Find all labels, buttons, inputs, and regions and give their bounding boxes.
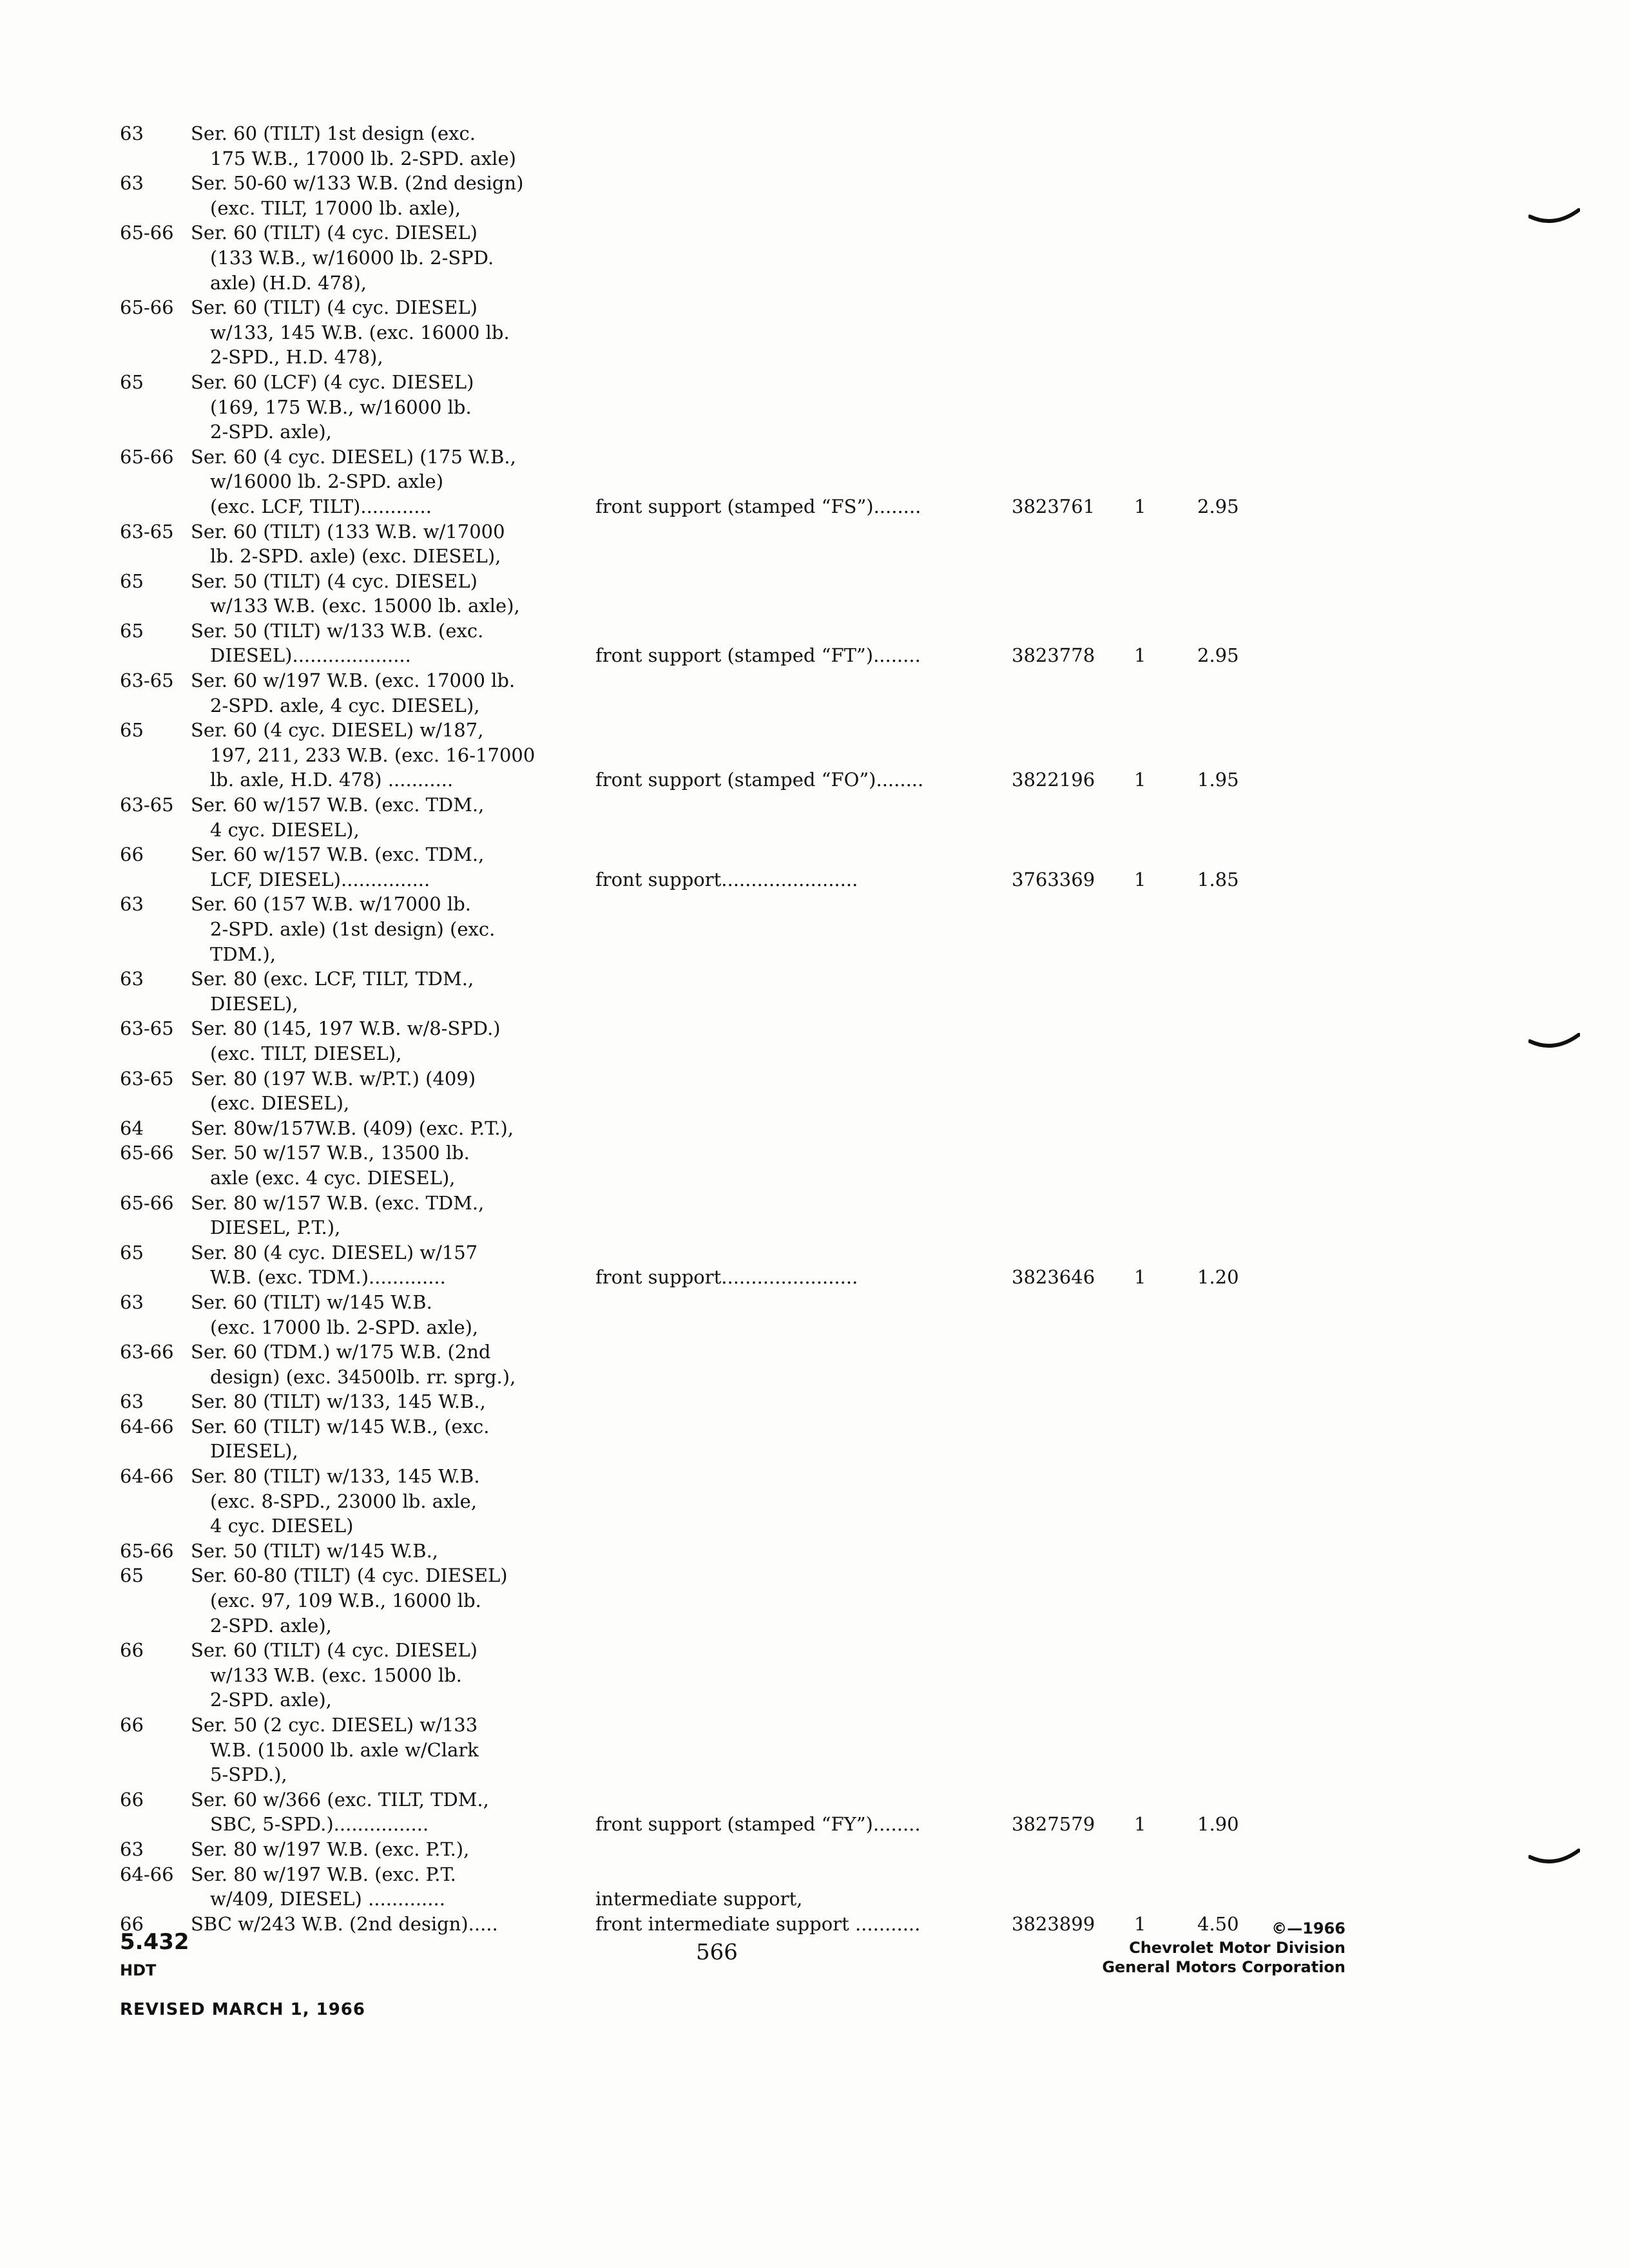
entry-line — [120, 1464, 1293, 1489]
model-year: 66 — [120, 843, 144, 866]
part-name: front support (stamped “FY”)........ — [595, 1813, 921, 1836]
application-description: (exc. TILT, DIESEL), — [210, 1042, 402, 1064]
part-name: front support....................... — [595, 868, 858, 890]
application-description: Ser. 60 (4 cyc. DIESEL) (175 W.B., — [191, 445, 516, 468]
list-price: 1.95 — [1197, 769, 1239, 791]
entry-line — [120, 593, 1293, 619]
model-year: 63-65 — [120, 794, 174, 816]
parts-entry — [120, 445, 1293, 519]
parts-entry — [120, 519, 1293, 569]
application-description: Ser. 60 (LCF) (4 cyc. DIESEL) — [191, 370, 474, 393]
application-description: Ser. 80 (4 cyc. DIESEL) w/157 — [191, 1241, 478, 1264]
model-year: 65 — [120, 370, 144, 393]
model-year: 65 — [120, 570, 144, 592]
application-description: DIESEL), — [210, 992, 298, 1015]
model-year: 65 — [120, 1564, 144, 1587]
application-description: Ser. 50 (TILT) w/133 W.B. (exc. — [191, 619, 484, 642]
entry-line — [120, 1563, 1293, 1588]
entry-line — [120, 1066, 1293, 1091]
application-description: Ser. 80 (exc. LCF, TILT, TDM., — [191, 968, 474, 990]
parts-entry — [120, 619, 1293, 668]
application-description: Ser. 60-80 (TILT) (4 cyc. DIESEL) — [191, 1564, 508, 1587]
entry-line — [120, 818, 1293, 843]
list-price: 2.95 — [1197, 644, 1239, 667]
application-description: (exc. DIESEL), — [210, 1092, 350, 1115]
model-year: 65 — [120, 1241, 144, 1264]
entry-line — [120, 370, 1293, 395]
entry-line — [120, 1713, 1293, 1738]
application-description: DIESEL), — [210, 1440, 298, 1463]
entry-line — [120, 942, 1293, 967]
model-year: 63 — [120, 1291, 144, 1313]
parts-entry — [120, 121, 1293, 171]
application-description: SBC w/243 W.B. (2nd design)..... — [191, 1912, 498, 1935]
entry-line — [120, 1738, 1293, 1763]
part-number: 3763369 — [1012, 868, 1095, 890]
application-description: w/16000 lb. 2-SPD. axle) — [210, 470, 444, 493]
entry-line — [120, 966, 1293, 992]
application-description: Ser. 80 (TILT) w/133, 145 W.B. — [191, 1465, 480, 1488]
entry-line — [120, 643, 1293, 668]
parts-entry — [120, 966, 1293, 1016]
binder-hole-mark — [1528, 1845, 1580, 1871]
entry-line — [120, 992, 1293, 1017]
application-description: lb. 2-SPD. axle) (exc. DIESEL), — [210, 545, 501, 568]
parts-entry — [120, 1862, 1293, 1912]
application-description: 197, 211, 233 W.B. (exc. 16-17000 — [210, 744, 535, 766]
application-description: Ser. 80 (145, 197 W.B. w/8-SPD.) — [191, 1017, 501, 1040]
application-description: Ser. 50 (TILT) w/145 W.B., — [191, 1539, 439, 1562]
parts-entry — [120, 1116, 1293, 1141]
entry-line — [120, 146, 1293, 171]
application-description: Ser. 60 (TILT) 1st design (exc. — [191, 122, 476, 144]
entry-line — [120, 1539, 1293, 1564]
parts-entry — [120, 220, 1293, 295]
parts-entry — [120, 892, 1293, 966]
entry-line — [120, 1489, 1293, 1514]
entry-line — [120, 867, 1293, 892]
model-year: 65 — [120, 619, 144, 642]
part-name: front support (stamped “FS”)........ — [595, 495, 921, 517]
application-description: 2-SPD. axle), — [210, 421, 332, 443]
entry-line — [120, 1041, 1293, 1066]
section-number: 5.432 — [120, 1929, 189, 1955]
application-description: Ser. 80 w/157 W.B. (exc. TDM., — [191, 1191, 485, 1214]
part-number: 3823646 — [1012, 1266, 1095, 1289]
model-year: 63-66 — [120, 1341, 174, 1363]
parts-entry — [120, 1713, 1293, 1787]
entry-line — [120, 1091, 1293, 1116]
entry-line — [120, 445, 1293, 470]
model-year: 65-66 — [120, 1539, 174, 1562]
quantity: 1 — [1134, 1912, 1146, 1935]
application-description: Ser. 60 (TILT) w/145 W.B. — [191, 1291, 432, 1313]
application-description: Ser. 60 (157 W.B. w/17000 lb. — [191, 893, 471, 916]
application-description: Ser. 60 (4 cyc. DIESEL) w/187, — [191, 719, 484, 742]
parts-entry — [120, 1638, 1293, 1713]
part-number: 3823778 — [1012, 644, 1095, 667]
copyright-year: ©—1966 — [1271, 1919, 1345, 1937]
entry-line — [120, 320, 1293, 345]
application-description: W.B. (15000 lb. axle w/Clark — [210, 1738, 479, 1761]
parts-list — [120, 121, 1293, 1936]
model-year: 66 — [120, 1788, 144, 1811]
application-description: DIESEL, P.T.), — [210, 1216, 341, 1239]
entry-line — [120, 1191, 1293, 1216]
corporation-name: General Motors Corporation — [1102, 1958, 1345, 1976]
parts-entry — [120, 1066, 1293, 1116]
parts-entry — [120, 1191, 1293, 1240]
application-description: Ser. 80w/157W.B. (409) (exc. P.T.), — [191, 1117, 514, 1139]
part-name: intermediate support, — [595, 1888, 803, 1910]
group-label: HDT — [120, 1961, 157, 1979]
parts-entry — [120, 1140, 1293, 1190]
parts-entry — [120, 569, 1293, 619]
entry-line — [120, 395, 1293, 420]
entry-line — [120, 1588, 1293, 1613]
application-description: Ser. 80 w/197 W.B. (exc. P.T.), — [191, 1838, 470, 1860]
model-year: 65-66 — [120, 445, 174, 468]
application-description: Ser. 60 w/157 W.B. (exc. TDM., — [191, 843, 485, 866]
parts-entry — [120, 1016, 1293, 1066]
entry-line — [120, 917, 1293, 942]
application-description: w/133, 145 W.B. (exc. 16000 lb. — [210, 321, 510, 343]
application-description: (exc. 97, 109 W.B., 16000 lb. — [210, 1590, 481, 1612]
parts-entry — [120, 1290, 1293, 1340]
application-description: (exc. TILT, 17000 lb. axle), — [210, 197, 461, 219]
parts-entry — [120, 171, 1293, 220]
application-description: (exc. LCF, TILT)............ — [210, 495, 432, 517]
entry-line — [120, 245, 1293, 271]
quantity: 1 — [1134, 769, 1146, 791]
application-description: Ser. 80 w/197 W.B. (exc. P.T. — [191, 1863, 456, 1885]
entry-line — [120, 668, 1293, 693]
revision-date: REVISED MARCH 1, 1966 — [120, 2000, 365, 2019]
part-number: 3823899 — [1012, 1912, 1095, 1935]
model-year: 65 — [120, 719, 144, 742]
parts-entry — [120, 1340, 1293, 1389]
entry-line — [120, 743, 1293, 768]
entry-line — [120, 1762, 1293, 1787]
entry-line — [120, 345, 1293, 370]
parts-entry — [120, 793, 1293, 842]
list-price: 4.50 — [1197, 1912, 1239, 1935]
entry-line — [120, 1613, 1293, 1639]
entry-line — [120, 1439, 1293, 1464]
binder-hole-mark — [1528, 205, 1580, 231]
entry-line — [120, 1663, 1293, 1688]
application-description: (133 W.B., w/16000 lb. 2-SPD. — [210, 246, 494, 269]
parts-entry — [120, 1240, 1293, 1290]
entry-line — [120, 171, 1293, 196]
entry-line — [120, 1315, 1293, 1340]
entry-line — [120, 1265, 1293, 1290]
model-year: 63-65 — [120, 520, 174, 543]
application-description: 2-SPD. axle), — [210, 1614, 332, 1637]
quantity: 1 — [1134, 644, 1146, 667]
part-number: 3822196 — [1012, 769, 1095, 791]
application-description: lb. axle, H.D. 478) ........... — [210, 769, 454, 791]
entry-line — [120, 1787, 1293, 1812]
model-year: 64 — [120, 1117, 144, 1139]
list-price: 1.85 — [1197, 868, 1239, 890]
entry-line — [120, 519, 1293, 544]
part-name: front intermediate support ........... — [595, 1912, 921, 1935]
parts-entry — [120, 842, 1293, 892]
application-description: Ser. 60 (TILT) w/145 W.B., (exc. — [191, 1415, 490, 1437]
application-description: Ser. 50 w/157 W.B., 13500 lb. — [191, 1142, 470, 1164]
entry-line — [120, 1166, 1293, 1191]
copyright-block — [1102, 1919, 1345, 1977]
part-name: front support (stamped “FT”)........ — [595, 644, 921, 667]
entry-line — [120, 1812, 1293, 1837]
entry-line — [120, 718, 1293, 743]
quantity: 1 — [1134, 1813, 1146, 1836]
page-number: 566 — [696, 1939, 738, 1965]
model-year: 65-66 — [120, 1142, 174, 1164]
application-description: (169, 175 W.B., w/16000 lb. — [210, 396, 472, 418]
entry-line — [120, 1290, 1293, 1315]
parts-entry — [120, 1837, 1293, 1862]
model-year: 66 — [120, 1714, 144, 1736]
application-description: 5-SPD.), — [210, 1763, 287, 1786]
entry-line — [120, 544, 1293, 569]
part-name: front support....................... — [595, 1266, 858, 1289]
application-description: TDM.), — [210, 943, 276, 965]
list-price: 1.90 — [1197, 1813, 1239, 1836]
entry-line — [120, 469, 1293, 494]
parts-entry — [120, 1389, 1293, 1414]
application-description: w/133 W.B. (exc. 15000 lb. — [210, 1664, 462, 1686]
entry-line — [120, 1016, 1293, 1041]
model-year: 63 — [120, 172, 144, 195]
part-number: 3827579 — [1012, 1813, 1095, 1836]
entry-line — [120, 1638, 1293, 1663]
quantity: 1 — [1134, 1266, 1146, 1289]
entry-line — [120, 1514, 1293, 1539]
entry-line — [120, 1365, 1293, 1390]
application-description: Ser. 60 (TDM.) w/175 W.B. (2nd — [191, 1341, 491, 1363]
model-year: 64-66 — [120, 1863, 174, 1885]
model-year: 63 — [120, 122, 144, 144]
application-description: Ser. 60 (TILT) (133 W.B. w/17000 — [191, 520, 505, 543]
model-year: 65-66 — [120, 1191, 174, 1214]
entry-line — [120, 1240, 1293, 1265]
model-year: 63-65 — [120, 1067, 174, 1090]
application-description: (exc. 8-SPD., 23000 lb. axle, — [210, 1490, 477, 1512]
binder-hole-mark — [1528, 1030, 1580, 1055]
application-description: Ser. 50 (2 cyc. DIESEL) w/133 — [191, 1714, 478, 1736]
entry-line — [120, 569, 1293, 594]
model-year: 63 — [120, 968, 144, 990]
application-description: 2-SPD., H.D. 478), — [210, 346, 383, 369]
parts-entry — [120, 370, 1293, 445]
application-description: 2-SPD. axle) (1st design) (exc. — [210, 918, 496, 940]
entry-line — [120, 1887, 1293, 1912]
entry-line — [120, 1389, 1293, 1414]
division-name: Chevrolet Motor Division — [1129, 1939, 1345, 1957]
application-description: Ser. 60 (TILT) (4 cyc. DIESEL) — [191, 296, 477, 319]
model-year: 65-66 — [120, 296, 174, 319]
entry-line — [120, 220, 1293, 245]
application-description: 175 W.B., 17000 lb. 2-SPD. axle) — [210, 147, 516, 169]
entry-line — [120, 494, 1293, 519]
model-year: 66 — [120, 1912, 144, 1935]
part-name: front support (stamped “FO”)........ — [595, 769, 924, 791]
application-description: Ser. 80 (197 W.B. w/P.T.) (409) — [191, 1067, 476, 1090]
parts-entry — [120, 1414, 1293, 1464]
model-year: 65-66 — [120, 222, 174, 244]
entry-line — [120, 196, 1293, 221]
parts-entry — [120, 1539, 1293, 1564]
model-year: 63 — [120, 1390, 144, 1413]
entry-line — [120, 619, 1293, 644]
application-description: Ser. 50 (TILT) (4 cyc. DIESEL) — [191, 570, 477, 592]
application-description: LCF, DIESEL)............... — [210, 868, 430, 890]
list-price: 2.95 — [1197, 495, 1239, 517]
entry-line — [120, 295, 1293, 320]
entry-line — [120, 1116, 1293, 1141]
entry-line — [120, 1140, 1293, 1166]
entry-line — [120, 1862, 1293, 1887]
application-description: 2-SPD. axle, 4 cyc. DIESEL), — [210, 694, 480, 716]
parts-entry — [120, 295, 1293, 370]
model-year: 64-66 — [120, 1465, 174, 1488]
application-description: Ser. 60 (TILT) (4 cyc. DIESEL) — [191, 222, 477, 244]
application-description: (exc. 17000 lb. 2-SPD. axle), — [210, 1316, 479, 1338]
application-description: Ser. 50-60 w/133 W.B. (2nd design) — [191, 172, 524, 195]
application-description: SBC, 5-SPD.)................ — [210, 1813, 429, 1836]
entry-line — [120, 892, 1293, 917]
entry-line — [120, 1414, 1293, 1439]
application-description: Ser. 60 (TILT) (4 cyc. DIESEL) — [191, 1639, 477, 1662]
model-year: 63-65 — [120, 669, 174, 692]
application-description: 2-SPD. axle), — [210, 1689, 332, 1711]
entry-line — [120, 767, 1293, 793]
part-number: 3823761 — [1012, 495, 1095, 517]
application-description: Ser. 80 (TILT) w/133, 145 W.B., — [191, 1390, 486, 1413]
entry-line — [120, 1215, 1293, 1240]
application-description: Ser. 60 w/366 (exc. TILT, TDM., — [191, 1788, 489, 1811]
model-year: 66 — [120, 1639, 144, 1662]
application-description: axle (exc. 4 cyc. DIESEL), — [210, 1166, 456, 1189]
entry-line — [120, 419, 1293, 445]
application-description: w/133 W.B. (exc. 15000 lb. axle), — [210, 595, 520, 617]
model-year: 64-66 — [120, 1415, 174, 1437]
model-year: 63 — [120, 1838, 144, 1860]
entry-line — [120, 1340, 1293, 1365]
application-description: DIESEL).................... — [210, 644, 411, 667]
entry-line — [120, 121, 1293, 146]
entry-line — [120, 693, 1293, 718]
quantity: 1 — [1134, 495, 1146, 517]
application-description: axle) (H.D. 478), — [210, 271, 367, 294]
model-year: 63 — [120, 893, 144, 916]
entry-line — [120, 271, 1293, 296]
entry-line — [120, 842, 1293, 867]
application-description: 4 cyc. DIESEL), — [210, 818, 360, 841]
application-description: 4 cyc. DIESEL) — [210, 1515, 354, 1537]
entry-line — [120, 1687, 1293, 1713]
application-description: Ser. 60 w/197 W.B. (exc. 17000 lb. — [191, 669, 516, 692]
parts-entry — [120, 1464, 1293, 1539]
application-description: W.B. (exc. TDM.)............. — [210, 1266, 446, 1289]
application-description: Ser. 60 w/157 W.B. (exc. TDM., — [191, 794, 485, 816]
model-year: 63-65 — [120, 1017, 174, 1040]
quantity: 1 — [1134, 868, 1146, 890]
parts-entry — [120, 718, 1293, 793]
application-description: design) (exc. 34500lb. rr. sprg.), — [210, 1365, 516, 1388]
parts-entry — [120, 1787, 1293, 1837]
entry-line — [120, 1837, 1293, 1862]
parts-entry — [120, 1563, 1293, 1638]
parts-entry — [120, 668, 1293, 718]
entry-line — [120, 793, 1293, 818]
application-description: w/409, DIESEL) ............. — [210, 1888, 445, 1910]
list-price: 1.20 — [1197, 1266, 1239, 1289]
